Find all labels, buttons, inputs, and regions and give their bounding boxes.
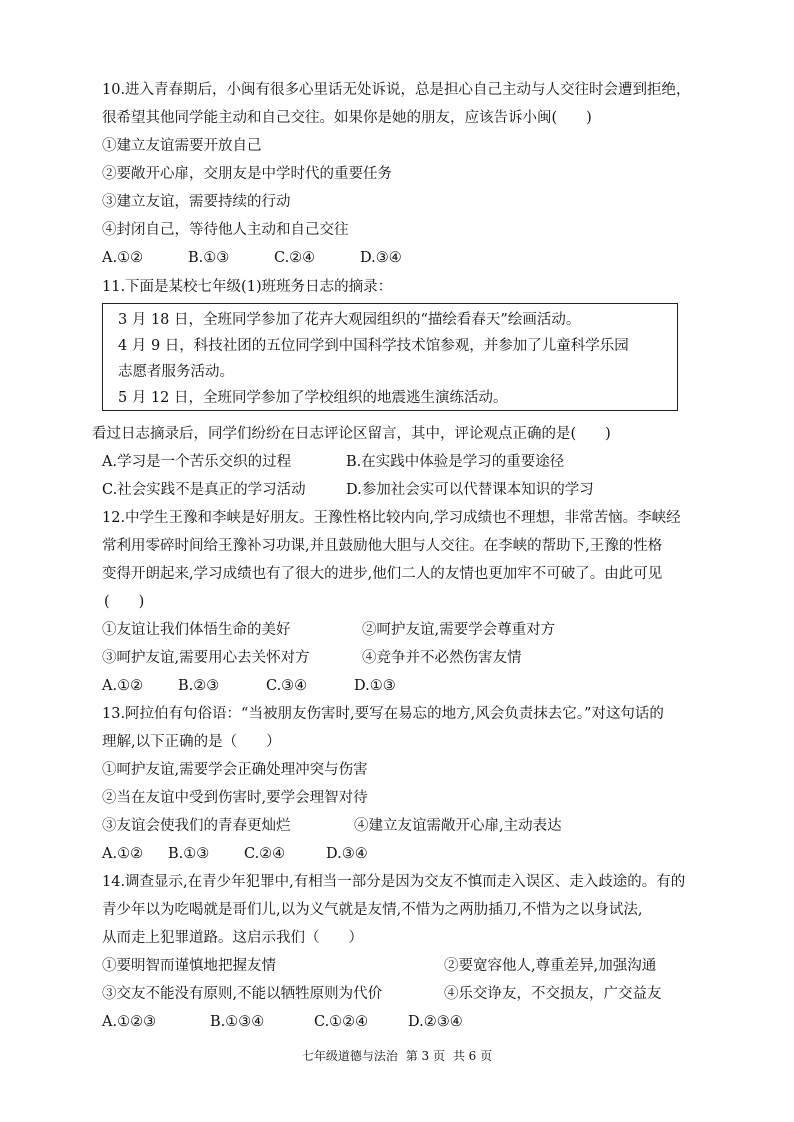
footer-page-number: 第 3 页 <box>405 1049 445 1063</box>
diary-line-1: 3 月 18 日，全班同学参加了花卉大观园组织的“描绘看春天”绘画活动。 <box>118 312 581 328</box>
q14-option-b: B.①③④ <box>210 1014 265 1030</box>
q13-stem-line-1: 13.阿拉伯有句俗语：“当被朋友伤害时,要写在易忘的地方,风会负责抹去它。”对这句话的 <box>102 706 664 722</box>
q11-prompt: 看过日志摘录后，同学们纷纷在日志评论区留言，其中，评论观点正确的是( ) <box>92 426 611 442</box>
q13-item-1: ①呵护友谊,需要学会正确处理冲突与伤害 <box>102 762 368 778</box>
q11-stem: 11.下面是某校七年级(1)班班务日志的摘录： <box>102 279 393 295</box>
q14-item-3: ③交友不能没有原则,不能以牺牲原则为代价 <box>102 986 383 1002</box>
q10-option-a: A.①② <box>102 250 144 266</box>
q11-option-c: C.社会实践不是真正的学习活动 <box>102 482 306 498</box>
q13-item-4: ④建立友谊需敞开心扉,主动表达 <box>354 818 562 834</box>
q10-item-4: ④封闭自己，等待他人主动和自己交往 <box>102 222 349 238</box>
q13-option-b: B.①③ <box>168 846 210 862</box>
q14-option-c: C.①②④ <box>314 1014 369 1030</box>
q13-stem-line-2: 理解,以下正确的是（ ） <box>102 734 281 750</box>
q12-answer-paren: ( ) <box>104 594 145 610</box>
q12-option-b: B.②③ <box>178 678 220 694</box>
q12-option-d: D.①③ <box>354 678 396 694</box>
q13-option-c: C.②④ <box>244 846 286 862</box>
q10-option-b: B.①③ <box>188 250 230 266</box>
q11-option-b: B.在实践中体验是学习的重要途径 <box>346 454 565 470</box>
page-footer <box>0 1048 794 1064</box>
q14-item-2: ②要宽容他人,尊重差异,加强沟通 <box>444 958 657 974</box>
q13-item-3: ③友谊会使我们的青春更灿烂 <box>102 818 291 834</box>
q11-option-d: D.参加社会实可以代替课本知识的学习 <box>346 482 594 498</box>
q10-item-1: ①建立友谊需要开放自己 <box>102 138 262 154</box>
q12-item-2: ②呵护友谊,需要学会尊重对方 <box>362 622 556 638</box>
q14-option-a: A.①②③ <box>102 1014 157 1030</box>
q12-item-4: ④竞争并不必然伤害友情 <box>362 650 522 666</box>
diary-line-3: 志愿者服务活动。 <box>118 364 234 380</box>
q12-stem-line-1: 12.中学生王豫和李峡是好朋友。王豫性格比较内向,学习成绩也不理想，非常苦恼。李峡经 <box>102 510 681 526</box>
q10-stem-line-1: 10.进入青春期后，小闽有很多心里话无处诉说，总是担心自己主动与人交往时会遭到拒绝， <box>102 82 691 98</box>
q10-item-2: ②要敞开心扉，交朋友是中学时代的重要任务 <box>102 166 392 182</box>
q14-item-1: ①要明智而谨慎地把握友情 <box>102 958 276 974</box>
q11-option-a: A.学习是一个苦乐交织的过程 <box>102 454 292 470</box>
q13-item-2: ②当在友谊中受到伤害时,要学会理智对待 <box>102 790 368 806</box>
q13-option-d: D.③④ <box>326 846 368 862</box>
q10-option-c: C.②④ <box>274 250 316 266</box>
q10-item-3: ③建立友谊，需要持续的行动 <box>102 194 291 210</box>
q14-stem-line-2: 青少年以为吃喝就是哥们儿,以为义气就是友情,不惜为之两肋插刀,不惜为之以身试法, <box>102 902 643 918</box>
q13-option-a: A.①② <box>102 846 144 862</box>
q14-option-d: D.②③④ <box>408 1014 463 1030</box>
q12-option-a: A.①② <box>102 678 144 694</box>
footer-total-pages: 共 6 页 <box>452 1049 493 1063</box>
q10-stem-line-2: 很希望其他同学能主动和自己交往。如果你是她的朋友，应该告诉小闽( ) <box>102 110 592 126</box>
q14-stem-line-1: 14.调查显示,在青少年犯罪中,有相当一部分是因为交友不慎而走入误区、走入歧途的。有的 <box>102 874 686 890</box>
q12-option-c: C.③④ <box>266 678 308 694</box>
q14-item-4: ④乐交诤友，不交损友，广交益友 <box>444 986 662 1002</box>
diary-line-2: 4 月 9 日，科技社团的五位同学到中国科学技术馆参观，并参加了儿童科学乐园 <box>118 338 629 354</box>
q12-stem-line-2: 常利用零碎时间给王豫补习功课,并且鼓励他大胆与人交往。在李峡的帮助下,王豫的性格 <box>102 538 663 554</box>
q12-item-1: ①友谊让我们体悟生命的美好 <box>102 622 291 638</box>
q12-stem-line-3: 变得开朗起来,学习成绩也有了很大的进步,他们二人的友情也更加牢不可破了。由此可见 <box>102 566 663 582</box>
q10-option-d: D.③④ <box>360 250 402 266</box>
footer-subject: 七年级道德与法治 <box>301 1049 398 1063</box>
q12-item-3: ③呵护友谊,需要用心去关怀对方 <box>102 650 310 666</box>
diary-line-4: 5 月 12 日，全班同学参加了学校组织的地震逃生演练活动。 <box>118 390 508 406</box>
q14-stem-line-3: 从而走上犯罪道路。这启示我们（ ） <box>102 930 363 946</box>
